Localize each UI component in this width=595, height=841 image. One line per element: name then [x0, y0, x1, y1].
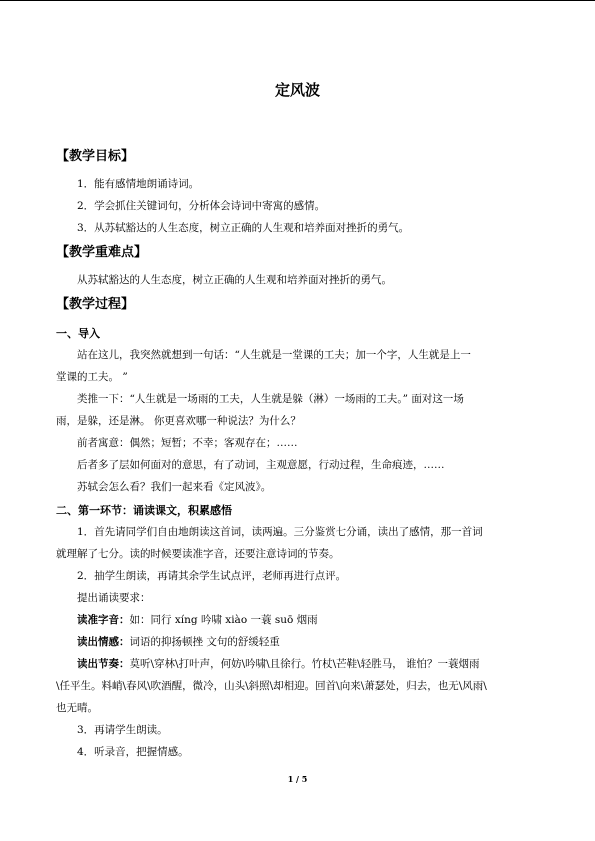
part2-line: 1．首先请同学们自由地朗读这首词，读两遍。三分鉴赏七分诵，读出了感情，那一首词 — [77, 526, 483, 538]
part2-line: 提出诵读要求： — [77, 592, 151, 604]
goal-1: 1．能有感情地朗诵诗词。 — [77, 178, 200, 190]
rhythm-line: 也无晴。 — [56, 702, 98, 714]
rhythm-text: 莫听\穿林\打叶声，何妨\吟啸\且徐行。竹杖\芒鞋\轻胜马， 谁怕？一蓑烟雨 — [129, 658, 480, 670]
header-rule — [0, 0, 595, 1]
part2-line: 3．再请学生朗读。 — [77, 724, 168, 736]
part2-line: 就理解了七分。读的时候要读准字音，还要注意诗词的节奏。 — [56, 548, 340, 560]
emotion-line — [77, 634, 280, 649]
goal-2: 2．学会抓住关键词句，分析体会诗词中寄寓的感情。 — [77, 200, 326, 212]
part1-line: 苏轼会怎么看？我们一起来看《定风波》。 — [77, 481, 272, 493]
pronunciation-line — [77, 612, 318, 627]
goal-3: 3．从苏轼豁达的人生态度，树立正确的人生观和培养面对挫折的勇气。 — [77, 222, 410, 234]
part1-line: 堂课的工夫。 ” — [56, 371, 128, 383]
part1-line: 类推一下：“人生就是一场雨的工夫，人生就是躲（淋）一场雨的工夫。” 面对这一场 — [77, 393, 464, 405]
pronunciation-label: 读准字音： — [77, 614, 130, 626]
page-title: 定风波 — [274, 81, 320, 99]
part1-line: 后者多了层如何面对的意思，有了动词，主观意愿，行动过程，生命痕迹，…… — [77, 459, 445, 471]
rhythm-line — [77, 656, 480, 671]
pronunciation-text: 如：同行 xíng 吟啸 xiào 一蓑 suō 烟雨 — [129, 614, 318, 626]
keypoint-text: 从苏轼豁达的人生态度，树立正确的人生观和培养面对挫折的勇气。 — [77, 274, 392, 286]
part2-heading: 二、第一环节：诵读课文，积累感悟 — [56, 504, 232, 517]
part1-heading: 一、导入 — [56, 327, 100, 340]
part2-line: 4．听录音，把握情感。 — [77, 746, 189, 758]
section-goals-heading: 【教学目标】 — [56, 149, 135, 164]
part1-line: 雨，是躲，还是淋。 你更喜欢哪一种说法？为什么？ — [56, 415, 301, 427]
section-keypoints-heading: 【教学重难点】 — [56, 245, 148, 260]
part1-line: 站在这儿，我突然就想到一句话：“人生就是一堂课的工夫；加一个字，人生就是上一 — [77, 349, 471, 361]
emotion-text: 词语的抑扬顿挫 文句的舒缓轻重 — [129, 636, 280, 648]
page-number: 1 / 5 — [287, 774, 308, 784]
part2-line: 2．抽学生朗读，再请其余学生试点评，老师再进行点评。 — [77, 570, 347, 582]
section-process-heading: 【教学过程】 — [56, 297, 135, 312]
emotion-label: 读出情感： — [77, 636, 130, 648]
rhythm-label: 读出节奏： — [77, 658, 130, 670]
part1-line: 前者寓意：偶然；短暂；不幸；客观存在；…… — [77, 437, 298, 449]
rhythm-line: \任平生。料峭\春风\吹酒醒，微冷，山头\斜照\却相迎。回首\向来\萧瑟处，归去，也无\风雨\ — [56, 680, 487, 692]
